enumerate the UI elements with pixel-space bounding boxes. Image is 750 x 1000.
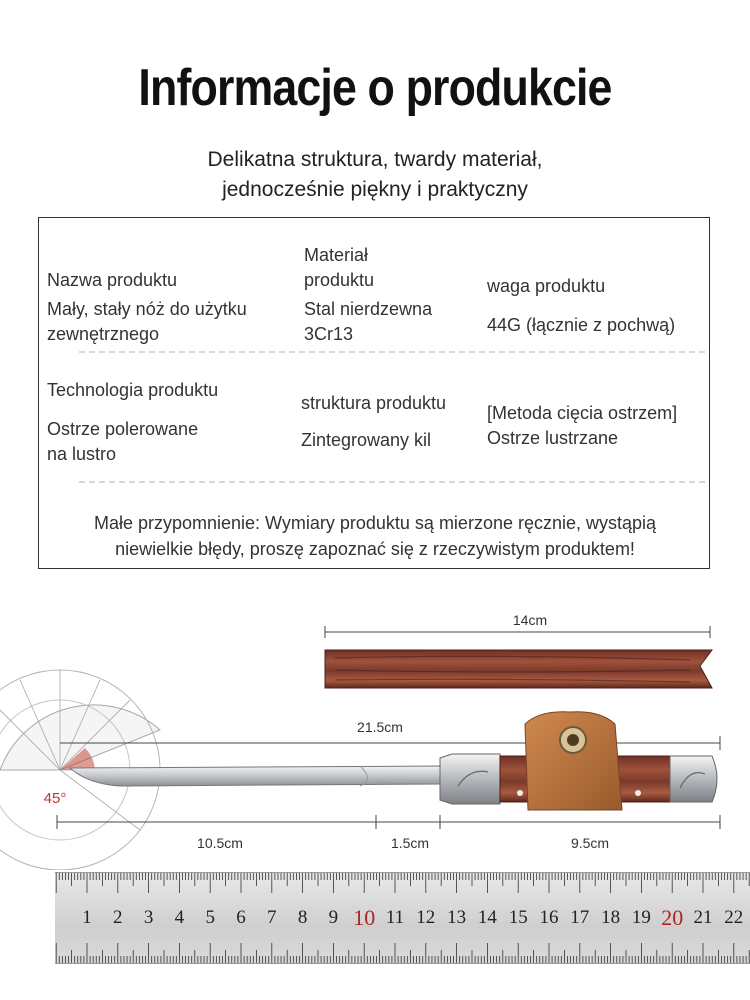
ruler-number: 2 [113, 907, 123, 928]
part-dimension-lines [57, 815, 720, 829]
ruler [55, 872, 750, 964]
spec-structure [301, 391, 446, 453]
ruler-number: 5 [205, 907, 215, 928]
spec-structure-label: struktura produktu [301, 393, 447, 413]
ruler-number: 4 [174, 907, 185, 928]
ruler-number: 17 [570, 907, 590, 928]
product-info-box [38, 217, 710, 569]
spec-technology-value-1: Ostrze polerowane [47, 419, 199, 439]
ruler-number: 21 [693, 907, 713, 928]
total-length-label: 21.5cm [357, 719, 403, 735]
ruler-number: 1 [82, 907, 92, 928]
spec-material [304, 243, 432, 347]
subtitle [0, 145, 750, 205]
dashed-separator-2 [79, 481, 705, 483]
subtitle-line-2: jednocześnie piękny i praktyczny [222, 178, 528, 201]
spec-weight-label: waga produktu [487, 276, 606, 296]
spec-weight [487, 274, 675, 338]
spec-technology-label: Technologia produktu [47, 380, 219, 400]
ruler-number: 13 [447, 907, 467, 928]
reminder-note [39, 510, 711, 562]
spec-structure-value: Zintegrowany kil [301, 430, 432, 450]
sheath-length-label: 14cm [512, 612, 548, 628]
ruler-number: 3 [143, 907, 154, 928]
ruler-number: 14 [477, 907, 497, 928]
dashed-separator-1 [79, 351, 705, 353]
ruler-number: 11 [385, 907, 405, 928]
knife-end-cap [670, 756, 717, 802]
spec-name-label: Nazwa produktu [47, 270, 178, 290]
wooden-sheath [325, 650, 712, 688]
ruler-number: 10 [353, 905, 376, 930]
bolster-length-label: 1.5cm [390, 835, 430, 851]
ruler-number: 16 [539, 907, 559, 928]
spec-material-value-1: Stal nierdzewna [304, 299, 433, 319]
ruler-number: 6 [236, 907, 246, 928]
ruler-number: 7 [267, 907, 277, 928]
subtitle-line-1: Delikatna struktura, twardy materiał, [207, 148, 543, 171]
reminder-line-2: niewielkie błędy, proszę zapoznać się z rzeczywistym produktem! [115, 539, 635, 559]
ruler-number: 22 [724, 907, 744, 928]
spec-cutting-label: [Metoda cięcia ostrzem] [487, 403, 678, 423]
spec-material-value-2: 3Cr13 [304, 324, 354, 344]
ruler-number: 18 [601, 907, 621, 928]
total-dimension-line [60, 736, 720, 750]
spec-material-label-2: produktu [304, 270, 375, 290]
knife-blade [70, 766, 440, 786]
spec-technology [47, 378, 218, 467]
handle-length-label: 9.5cm [570, 835, 610, 851]
spec-cutting-value: Ostrze lustrzane [487, 428, 619, 448]
blade-angle-label: 45° [43, 790, 67, 807]
spec-material-label-1: Materiał [304, 245, 369, 265]
spec-weight-value: 44G (łącznie z pochwą) [487, 315, 676, 335]
ruler-number: 19 [631, 907, 651, 928]
spec-technology-value-2: na lustro [47, 444, 117, 464]
ruler-number: 12 [416, 907, 436, 928]
spec-cutting [487, 401, 677, 451]
knife-bolster [440, 754, 500, 804]
spec-name-value-2: zewnętrznego [47, 324, 160, 344]
page-title: Informacje o produkcie [138, 59, 612, 117]
blade-length-label: 10.5cm [197, 835, 243, 851]
ruler-number: 9 [328, 907, 339, 928]
spec-name [47, 268, 247, 347]
spec-name-value-1: Mały, stały nóż do użytku [47, 299, 247, 319]
reminder-line-1: Małe przypomnienie: Wymiary produktu są mierzone ręcznie, wystąpią [93, 513, 657, 533]
ruler-number: 20 [661, 905, 684, 930]
ruler-number: 8 [297, 907, 308, 928]
ruler-number: 15 [508, 907, 528, 928]
